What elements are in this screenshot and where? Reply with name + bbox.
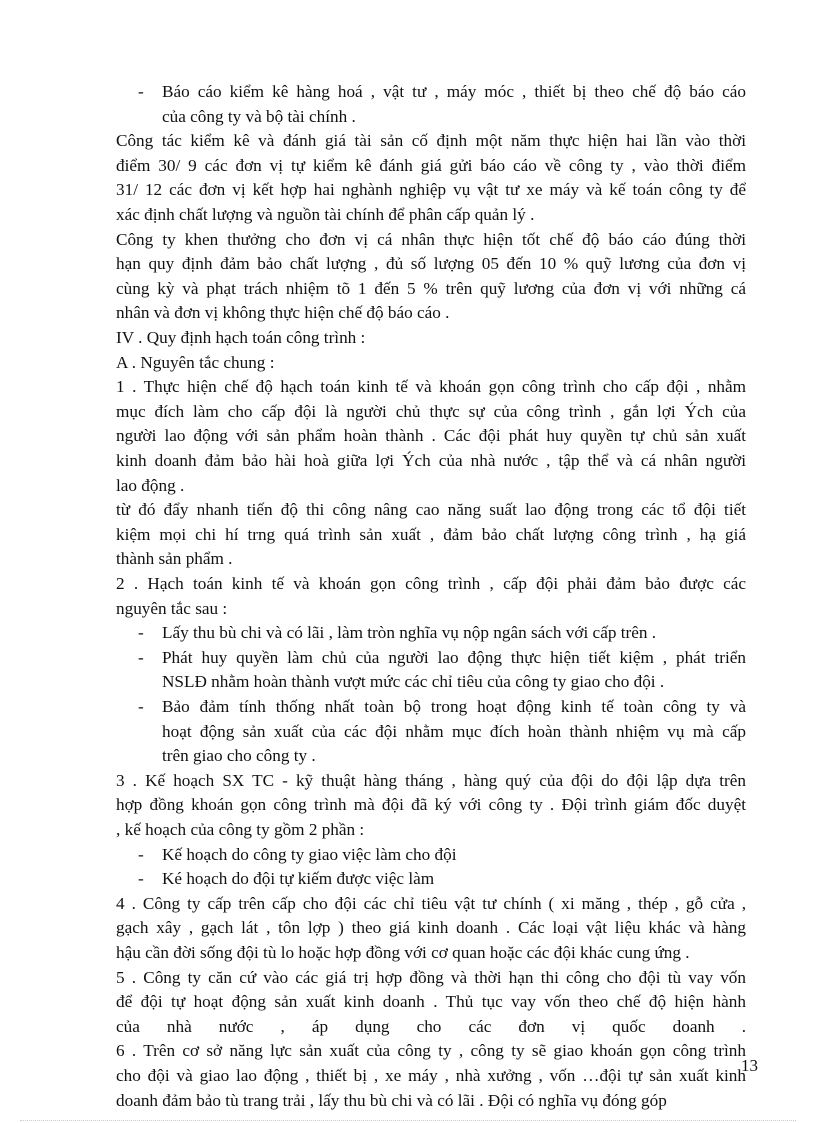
text-line: NSLĐ nhằm hoàn thành vượt mức các chỉ tiêu của công ty giao cho đội .	[162, 672, 665, 692]
text-line: 5 . Công ty căn cứ vào các giá trị hợp đồng và thời hạn thi công cho đội tù vay vốn	[116, 967, 746, 987]
paragraph	[116, 966, 746, 1040]
text-line: Báo cáo kiểm kê hàng hoá , vật tư , máy móc , thiết bị theo chế độ báo cáo	[162, 82, 746, 101]
text-line: kiệm mọi chi hí trng quá trình sản xuất , đảm bảo chất lượng công trình , hạ giá	[116, 524, 746, 544]
bullet-dash: -	[138, 697, 144, 716]
paragraph	[116, 228, 746, 326]
text-line: mục đích làm cho cấp đội là người chủ thực sự của công trình , gắn lợi Ých của	[116, 401, 746, 421]
text-line: 3 . Kế hoạch SX TC - kỹ thuật hàng tháng , hàng quý của đội do đội lập dựa trên	[116, 770, 746, 790]
paragraph	[116, 375, 746, 498]
bullet-text	[162, 80, 746, 129]
paragraph	[116, 326, 746, 351]
bullet-dash: -	[138, 647, 144, 667]
text-line: hạn quy định đảm bảo chất lượng , đủ số lượng 05 đến 10 % quỹ lương của đơn vị	[116, 254, 746, 274]
text-line: hậu cần đời sống đội tù lo hoặc hợp đồng với cơ quan hoặc các đội khác cung ứng .	[116, 942, 690, 962]
text-line: Ké hoạch do đội tự kiếm được việc làm	[162, 869, 435, 889]
text-line: 6 . Trên cơ sở năng lực sản xuất của công ty , công ty sẽ giao khoán gọn công trình	[116, 1041, 746, 1061]
text-line: kinh doanh đảm bảo hài hoà giữa lợi Ých của nhà nước , tập thể và cá nhân người	[116, 450, 746, 470]
text-line: Công tác kiểm kê và đánh giá tài sản cố định một năm thực hiện hai lần vào thời	[116, 131, 746, 151]
bullet-dash: -	[138, 869, 144, 889]
text-line: Bảo đảm tính thống nhất toàn bộ trong hoạt động kinh tế toàn công ty và	[162, 697, 746, 716]
text-line: từ đó đẩy nhanh tiến độ thi công nâng cao năng suất lao động trong các tổ đội tiết	[116, 500, 746, 520]
text-line: xác định chất lượng và nguồn tài chính để phân cấp quản lý .	[116, 204, 535, 224]
text-line: doanh đảm bảo tù trang trải , lấy thu bù chi và có lãi . Đội có nghĩa vụ đóng góp	[116, 1090, 667, 1110]
text-line: A . Nguyên tắc chung :	[116, 352, 275, 372]
bullet-text	[162, 695, 746, 769]
text-line: Lấy thu bù chi và có lãi , làm tròn nghĩa vụ nộp ngân sách với cấp trên .	[162, 623, 657, 643]
text-line: 2 . Hạch toán kinh tế và khoán gọn công trình , cấp đội phải đảm bảo được các	[116, 574, 746, 593]
text-line: IV . Quy định hạch toán công trình :	[116, 328, 366, 347]
text-line: để đội tự hoạt động sản xuất kinh doanh . Thủ tục vay vốn theo chế độ hiện hành	[116, 992, 746, 1012]
bullet-text	[162, 646, 746, 695]
bullet-dash: -	[138, 844, 144, 864]
bullet-text	[162, 843, 746, 868]
text-line: thành sản phẩm .	[116, 549, 233, 569]
text-line: hợp đồng khoán gọn công trình mà đội đã ký với công ty . Đội trình giám đốc duyệt	[116, 795, 746, 815]
text-line: 31/ 12 các đơn vị kết hợp hai nghành nghiệp vụ vật tư xe máy và kế toán công ty để	[116, 180, 746, 200]
text-line: nhân và đơn vị không thực hiện chế độ báo cáo .	[116, 303, 450, 323]
paragraph	[116, 129, 746, 227]
text-line: nguyên tắc sau :	[116, 598, 228, 618]
text-line: cùng kỳ và phạt trách nhiệm tõ 1 đến 5 % trên quỹ lương của đơn vị với những cá	[116, 278, 746, 298]
paragraph	[116, 572, 746, 621]
text-line: , kế hoạch của công ty gồm 2 phần :	[116, 819, 365, 839]
paragraph	[116, 1039, 746, 1113]
text-line: Kế hoạch do công ty giao việc làm cho đội	[162, 844, 457, 864]
paragraph	[116, 351, 746, 376]
bullet-text	[162, 621, 746, 646]
text-line: người lao động với sản phẩm hoàn thành . Các đội phát huy quyền tự chủ sản xuất	[116, 426, 746, 446]
paragraph	[116, 892, 746, 966]
text-line: lao động .	[116, 475, 185, 495]
paragraph	[116, 769, 746, 843]
bullet-dash: -	[138, 623, 144, 643]
paragraph	[116, 498, 746, 572]
bullet-text	[162, 867, 746, 892]
text-line: gạch xây , gạch lát , tôn lợp ) theo giá kinh doanh . Các loại vật liệu khác và hàng	[116, 918, 746, 938]
page-footer-rule	[20, 1120, 796, 1121]
text-line: trên giao cho công ty .	[162, 746, 316, 766]
text-line: Phát huy quyền làm chủ của người lao động thực hiện tiết kiệm , phát triển	[162, 647, 746, 667]
text-line: 4 . Công ty cấp trên cấp cho đội các chỉ tiêu vật tư chính ( xi măng , thép , gỗ cửa ,	[116, 893, 746, 913]
text-line: cho đội và giao lao động , thiết bị , xe máy , nhà xưởng , vốn …đội tự sản xuất kinh	[116, 1065, 746, 1085]
text-line: của công ty và bộ tài chính .	[162, 106, 356, 126]
bullet-dash: -	[138, 82, 144, 101]
text-line: hoạt động sản xuất của các đội nhằm mục đích hoàn thành nhiệm vụ mà cấp	[162, 721, 746, 741]
text-line: Công ty khen thưởng cho đơn vị cá nhân thực hiện tốt chế độ báo cáo đúng thời	[116, 229, 746, 249]
text-line: điểm 30/ 9 các đơn vị tự kiểm kê đánh giá gửi báo cáo về công ty , vào thời điểm	[116, 155, 746, 175]
text-line: của nhà nước , áp dụng cho các đơn vị quốc doanh .	[116, 1016, 746, 1036]
page-number: 13	[741, 1056, 758, 1075]
text-line: 1 . Thực hiện chế độ hạch toán kinh tế và khoán gọn công trình cho cấp đội , nhằm	[116, 377, 746, 397]
